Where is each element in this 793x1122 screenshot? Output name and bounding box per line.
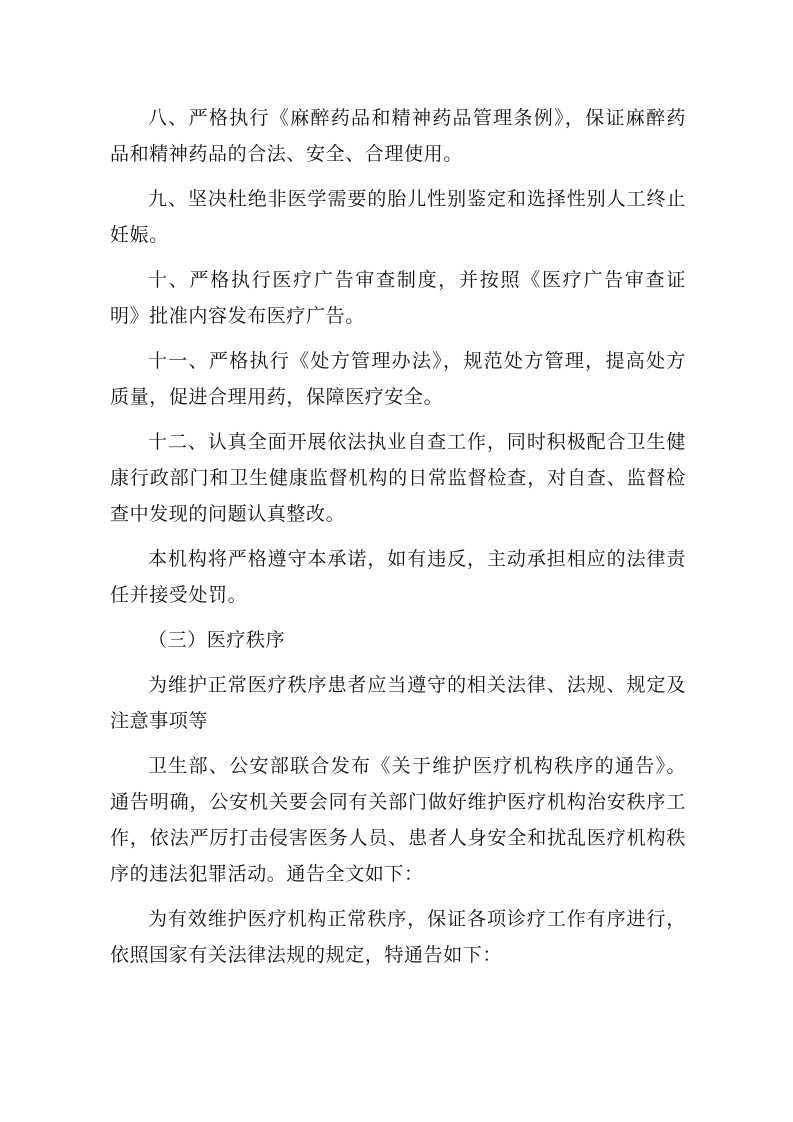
paragraph-item-12: 十二、认真全面开展依法执业自查工作，同时积极配合卫生健康行政部门和卫生健康监督机构的日常监督检查，对自查、监督检查中发现的问题认真整改。 [110, 431, 686, 525]
paragraph-item-10: 十、严格执行医疗广告审查制度，并按照《医疗广告审查证明》批准内容发布医疗广告。 [110, 269, 686, 327]
document-body [110, 100, 686, 982]
commitment-paragraph: 本机构将严格遵守本承诺，如有违反，主动承担相应的法律责任并接受处罚。 [110, 548, 686, 606]
paragraph-item-8: 八、严格执行《麻醉药品和精神药品管理条例》，保证麻醉药品和精神药品的合法、安全、合理使用。 [110, 107, 686, 165]
paragraph-item-11: 十一、严格执行《处方管理办法》，规范处方管理，提高处方质量，促进合理用药，保障医疗安全。 [110, 350, 686, 408]
notice-summary-paragraph: 卫生部、公安部联合发布《关于维护医疗机构秩序的通告》。通告明确，公安机关要会同有关部门做好维护医疗机构治安秩序工作，依法严厉打击侵害医务人员、患者人身安全和扰乱医疗机构秩序的违法犯罪活动。通告全文如下： [110, 755, 686, 885]
notice-text-paragraph: 为有效维护医疗机构正常秩序，保证各项诊疗工作有序进行，依照国家有关法律法规的规定，特通告如下： [110, 908, 686, 966]
section-intro-paragraph: 为维护正常医疗秩序患者应当遵守的相关法律、法规、规定及注意事项等 [110, 674, 686, 732]
section-heading: （三）医疗秩序 [148, 629, 286, 651]
paragraph-item-9: 九、坚决杜绝非医学需要的胎儿性别鉴定和选择性别人工终止妊娠。 [110, 188, 686, 246]
